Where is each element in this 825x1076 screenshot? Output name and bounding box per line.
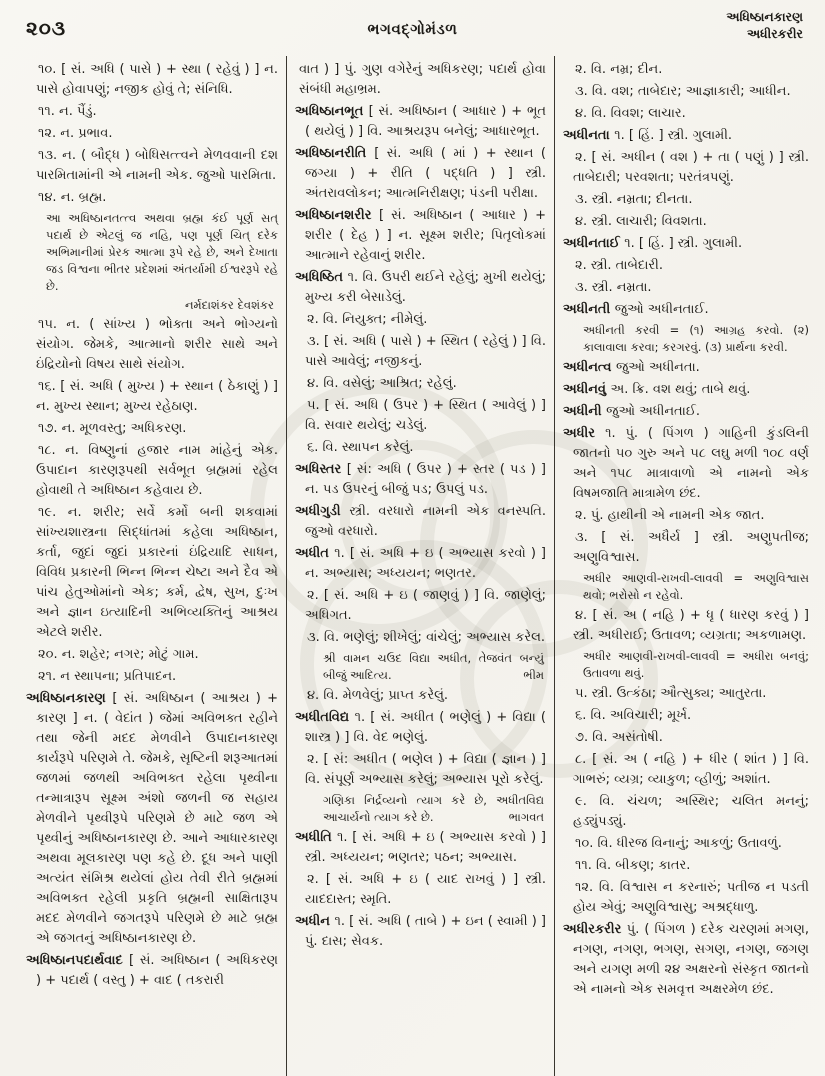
headword: અધીર [563,426,606,441]
dictionary-entry: અધીનતા ૧. [ હિં. ] સ્ત્રી. ગુલામી. [563,128,733,143]
guide-words [726,8,803,42]
sense-line: ૪. વિ. મેળવેલું; પ્રાપ્ત કરેલું. [307,688,449,703]
sense-line: ૧૨. ન. પ્રભાવ. [38,126,113,141]
column-2 [286,56,554,1076]
sense-line: ૧૯. ન. શરીર; સર્વે કર્મો બની શકવામાં સાંખ્યશાસ્ત્રના સિદ્ધાંતમાં કહેલા અધિષ્ઠાન, કર્તા, જુદાં જુદાં પ્રકારનાં ઇંદ્રિયાદિ સાધન, વિવિધ પ્રકારની ભિન્ન ભિન્ન ચેષ્ટા અને દૈવ એ પાંચ હેતુઓમાંનો એક; કર્મ, દ્વેષ, સુખ, દુઃખ અને જ્ઞાન ઇત્યાદિની અભિવ્યક્તિનું આશ્રય એટલે શરીર. [36,505,278,640]
text-columns [14,56,817,1076]
quotation: ગણિકા નિર્દ્રવ્યનો ત્યાગ કરે છે, અધીતવિદ્ય આચાર્યનો ત્યાગ કરે છે. ભાગવત [323,793,544,824]
sense-line: ૩. સ્ત્રી. નમ્રતા. [575,280,652,295]
column-1 [14,56,286,1076]
usage-note: આ અધિષ્ઠાનતત્ત્વ અથવા બ્રહ્મ કંઈ પૂર્ણ સત્ પદાર્થ છે એટલું જ નહિ, પણ પૂર્ણ ચિત્ દરેક અભિમાનીમાં પ્રેરક આત્મા રૂપે રહે છે, અને દેખાતા જડ વિશ્વના ભીતર પ્રદેશમાં અંતર્યામી ઈશ્વરરૂપે રહે છે. [46,211,278,293]
dictionary-entry: અધીગુડી સ્ત્રી. વરધારો નામની એક વનસ્પતિ. જુઓ વરધારો. [295,504,546,539]
dictionary-entry: અધિષ્ઠાનભૂત [ સં. અધિષ્ઠાન ( આધાર ) + ભૂત ( થયેલું ) ] વિ. આશ્રયરૂપ બનેલું; આધારભૂત. [295,104,546,139]
headword: અધીનવું [563,382,611,397]
headword: અધિષ્ઠિત [295,270,348,285]
sense-line: ૨. [ સં: અધીત ( ભણેલ ) + વિદ્યા ( જ્ઞાન ) ] વિ. સંપૂર્ણ અભ્યાસ કરેલું; અભ્યાસ પૂરો કરેલું. [305,752,546,787]
dictionary-entry: અધીન ૧. [ સં. અધિ ( તાબે ) + ઇન ( સ્વામી ) ] પું. દાસ; સેવક. [295,914,546,949]
headword: અધીગુડી [295,504,350,519]
sense-line: ૨. [ સં. અધિ + ઇ ( જાણવું ) ] વિ. જાણેલું; અધિગત. [305,588,546,623]
usage-note: અધીર આણવી-રાખવી-લાવવી = અધીરા બનવું; ઉતાવળા થવું. [583,649,809,680]
sense-line: ૪. [ સં. અ ( નહિ ) + ધૃ ( ધારણ કરવું ) ] સ્ત્રી. અધીરાઈ; ઉતાવળ; વ્યગ્રતા; અકળામણ. [573,608,809,643]
guide-word-first: અધિષ્ઠાનકારણ [726,9,803,24]
sense-line: ૩. સ્ત્રી. નમ્રતા; દીનતા. [575,192,693,207]
headword: અધીનતી [563,302,615,317]
quote-attribution: ભાગવત [508,810,544,824]
dictionary-entry: અધીનવું અ. ક્રિ. વશ થવું; તાબે થવું. [563,382,751,397]
dictionary-entry: અધીનતાઈ ૧. [ હિં. ] સ્ત્રી. ગુલામી. [563,236,743,251]
dictionary-entry: અધીત ૧. [ સં. અધિ + ઇ ( અભ્યાસ કરવો ) ] ન. અભ્યાસ; અધ્યયન; ભણતર. [295,546,546,581]
sense-line: ૯. વિ. ચંચળ; અસ્થિર; ચલિત મનનું; હડ્યુંપડ્યું. [573,794,809,829]
dictionary-entry: અધીનતી જુઓ અધીનતાઈ. [563,302,709,317]
sense-line: ૨. પું. હાથીની એ નામની એક જાત. [575,508,765,523]
sense-line: ૨૦. ન. શહેર; નગર; મોટું ગામ. [38,647,199,662]
sense-line: ૧૮. ન. વિષ્ણુનાં હજાર નામ માંહેનું એક. ઉપાદાન કારણરૂપથી સર્વભૂત બ્રહ્મમાં રહેલ હોવાથી તે અધિષ્ઠાન કહેવાય છે. [36,443,278,498]
usage-note: અધીનતી કરવી = (૧) આગ્રહ કરવો. (૨) કાલાવાલા કરવા; કરગરવું. (૩) પ્રાર્થના કરવી. [583,323,809,354]
dictionary-entry: અધિષ્ઠાનપદાર્થવાદ [ સં. અધિષ્ઠાન ( અધિકરણ ) + પદાર્થ ( વસ્તુ ) + વાદ ( તકરારી [26,953,278,988]
dictionary-entry: અધિષ્ઠાનરીતિ [ સં. અધિ ( માં ) + સ્થાન ( જગ્યા ) + રીતિ ( પદ્ધતિ ) ] સ્ત્રી. અંતરાવલોકન; આત્મનિરીક્ષણ; પંડની પરીક્ષા. [295,146,546,201]
headword: અધિસ્તર [295,462,347,477]
sense-line: ૩. વિ. ભણેલું; શીખેલું; વાંચેલું; અભ્યાસ કરેલ. [307,630,546,645]
sense-line: ૬. વિ. સ્થાપન કરેલું. [307,440,414,455]
sense-line: ૪. વિ. વસેલું; આશ્રિત; રહેલું. [307,376,457,391]
headword: અધિષ્ઠાનશરીર [295,208,379,223]
dictionary-entry: અધિષ્ઠાનકારણ [ સં. અધિષ્ઠાન ( આશ્રય ) + કારણ ] ન. ( વેદાંત ) જેમાં અવિભક્ત રહીને તથા જેની મદદ મેળવીને ઉપાદાનકારણ કાર્યરૂપે પરિણમે તે. જેમકે, સૃષ્ટિની શરૂઆતમાં જળમાં જળથી અવિભક્ત રહેલા પૃથ્વીના તન્માત્રારૂપ સૂક્ષ્મ અંશો જળની જ સહાય મેળવીને પૃથ્વીરૂપે પરિણમે છે માટે જળ એ પૃથ્વીનું અધિષ્ઠાનકારણ છે. આને આધારકારણ અથવા મૂલકારણ પણ કહે છે. દૂધ અને પાણી અત્યંત સંમિશ્ર થયેલાં હોય તેવી રીતે બ્રહ્મમાં અવિભક્ત રહેલી પ્રકૃતિ બ્રહ્મની સાક્ષિતારૂપ મદદ મેળવીને જગતરૂપે પરિણમે છે માટે બ્રહ્મ એ જગતનું અધિષ્ઠાનકારણ છે. [26,691,278,946]
sense-line: ૩. [ સં. અધિ ( પાસે ) + સ્થિત ( રહેલું ) ] વિ. પાસે આવેલું; નજીકનું. [305,334,546,369]
column-3 [554,56,817,1076]
headword: અધિષ્ઠાનભૂત [295,104,369,119]
headword: અધીનતાઈ [563,236,625,251]
sense-line: ૧૦. [ સં. અધિ ( પાસે ) + સ્થા ( રહેવું ) ] ન. પાસે હોવાપણું; નજીક હોવું તે; સંનિધિ. [36,62,278,97]
sense-line: ૪. વિ. વિવશ; લાચાર. [575,106,686,121]
sense-line: ૬. વિ. અવિચારી; મૂર્ખ. [575,708,692,723]
dictionary-entry: અધીની જુઓ અધીનતાઈ. [563,404,701,419]
sense-line: ૨. સ્ત્રી. તાબેદારી. [575,258,663,273]
sense-line: ૧૧. ન. પૈંડું. [38,104,97,119]
dictionary-entry: અધીરકરીર પું. ( પિંગળ ) દરેક ચરણમાં મગણ, નગણ, નગણ, ભગણ, સગણ, નગણ, જગણ અને યગણ મળી ૨૪ અક્ષરનો સંસ્કૃત જાતનો એ નામનો એક સમવૃત્ત અક્ષરમેળ છંદ. [563,922,809,997]
quote-attribution: ભીમ [523,668,544,682]
headword: અધીત [295,546,335,561]
sense-line: ૧૬. [ સં. અધિ ( મુખ્ય ) + સ્થાન ( ઠેકાણું ) ] ન. મુખ્ય સ્થાન; મુખ્ય રહેઠાણ. [36,379,278,414]
sense-line: ૨. [ સં. અધીન ( વશ ) + તા ( પણું ) ] સ્ત્રી. તાબેદારી; પરવશતા; પરતંત્રપણું. [573,150,809,185]
dictionary-entry: અધીતિ ૧. [ સં. અધિ + ઇ ( અભ્યાસ કરવો ) ] સ્ત્રી. અધ્યયન; ભણતર; પઠન; અભ્યાસ. [295,830,546,865]
sense-line: ૭. વિ. અસંતોષી. [575,730,663,745]
sense-line: ૪. સ્ત્રી. લાચારી; વિવશતા. [575,214,707,229]
guide-word-last: અધીરકરીર [746,26,803,41]
sense-line: ૩. [ સં. અધૈર્ય ] સ્ત્રી. અણુપતીજ; અણુવિશ્વાસ. [573,530,809,565]
sense-line: ૧૨. વિ. વિશ્વાસ ન કરનારું; પતીજ ન પડતી હોય એવું; અણુવિશ્વાસુ; અશ્રદ્ધાળુ. [573,880,809,915]
sense-line: ૧૩. ન. ( બૌદ્ધ ) બોધિસત્ત્વને મેળવવાની દશ પારમિતામાંની એ નામની એક. જુઓ પારમિતા. [36,148,278,183]
quotation: શ્રી વામન ચઉદ વિદ્યા અધીત, તેજવંત બન્યું બીજું આદિત્ય. ભીમ [323,651,544,682]
headword: અધીનતા [563,128,615,143]
entry-continuation: વાત ) ] પું. ગુણ વગેરેનું અધિકરણ; પદાર્થ હોવા સંબંધી મહાભ્રમ. [299,62,546,97]
sense-line: ૫. સ્ત્રી. ઉત્કંઠા; ઔત્સુક્ય; આતુરતા. [575,686,767,701]
headword: અધિષ્ઠાનપદાર્થવાદ [26,953,129,968]
dictionary-entry: અધીનત્વ જુઓ અધીનતા. [563,360,700,375]
sense-line: ૨. વિ. નિયુક્ત; નીમેલું. [307,312,428,327]
headword: અધીનત્વ [563,360,616,375]
sense-line: ૨. વિ. નમ્ર; દીન. [575,62,663,77]
dictionary-entry: અધિષ્ઠિત ૧. વિ. ઉપરી થઈને રહેલું; મુખી થયેલું; મુખ્ય કરી બેસાડેલું. [295,270,546,305]
sense-line: ૧૦. વિ. ધીરજ વિનાનું; આકળું; ઉતાવળું. [575,836,782,851]
headword: અધીતિ [295,830,337,845]
sense-line: ૧૭. ન. મૂળવસ્તુ; અધિકરણ. [38,421,187,436]
headword: અધીન [295,914,335,929]
sense-line: ૨. [ સં. અધિ + ઇ ( યાદ રાખવું ) ] સ્ત્રી. યાદદાસ્ત; સ્મૃતિ. [305,872,546,907]
sense-line: ૩. વિ. વશ; તાબેદાર; આજ્ઞાકારી; આધીન. [575,84,791,99]
sense-line: ૮. [ સં. અ ( નહિ ) + ધીર ( શાંત ) ] વિ. ગાભરું; વ્યગ્ર; વ્યાકુળ; વ્હીળું; અશાંત. [573,752,809,787]
headword: અધીરકરીર [563,922,627,937]
dictionary-entry: અધિસ્તર [ સં: અધિ ( ઉપર ) + સ્તર ( પડ ) ] ન. પડ ઉપરનું બીજું પડ; ઉપલું પડ. [295,462,546,497]
sense-line: ૨૧. ન સ્થાપના; પ્રતિપાદન. [38,669,177,684]
headword: અધિષ્ઠાનકારણ [26,691,113,706]
sense-line: ૧૧. વિ. બીકણ; કાતર. [575,858,691,873]
author-signature: નર્મદાશંકર દેવશંકર [184,298,274,312]
sense-line: ૧૪. ન. બ્રહ્મ. [38,190,107,205]
dictionary-entry: અધિષ્ઠાનશરીર [ સં. અધિષ્ઠાન ( આધાર ) + શરીર ( દેહ ) ] ન. સૂક્ષ્મ શરીર; પિતૃલોકમાં આત્માને રહેવાનું શરીર. [295,208,546,263]
headword: અધીતવિદ્ય [295,710,355,725]
sense-line: ૧૫. ન. ( સાંખ્ય ) ભોક્તા અને ભોગ્યનો સંયોગ. જેમકે, આત્માનો શરીર સાથે અને ઇંદ્રિયોનો વિષય સાથે સંયોગ. [36,317,278,372]
headword: અધીની [563,404,607,419]
sense-line: ૫. [ સં. અધિ ( ઉપર ) + સ્થિત ( આવેલું ) ] વિ. સવાર થયેલું; ચડેલું. [305,398,546,433]
page-title: ભગવદ્ગોમંડળ [367,20,458,38]
dictionary-entry: અધીતવિદ્ય ૧. [ સં. અધીત ( ભણેલું ) + વિદ્યા ( શાસ્ત્ર ) ] વિ. વેદ ભણેલું. [295,710,547,745]
headword: અધિષ્ઠાનરીતિ [295,146,375,161]
page-number: ૨૦૩ [26,16,67,40]
dictionary-entry: અધીર ૧. પું. ( પિંગળ ) ગાહિની કુંડલિની જાતનો ૫૦ ગુરુ અને ૫૮ લઘુ મળી ૧૦૮ વર્ણ અને ૧૫૮ માત્રાવાળો એ નામનો એક વિષમજાતિ માત્રામેળ છંદ. [563,426,810,501]
usage-note: અધીર આણવી-રાખવી-લાવવી = અણુવિશ્વાસ થવો; ભરોસો ન રહેવો. [583,571,809,602]
